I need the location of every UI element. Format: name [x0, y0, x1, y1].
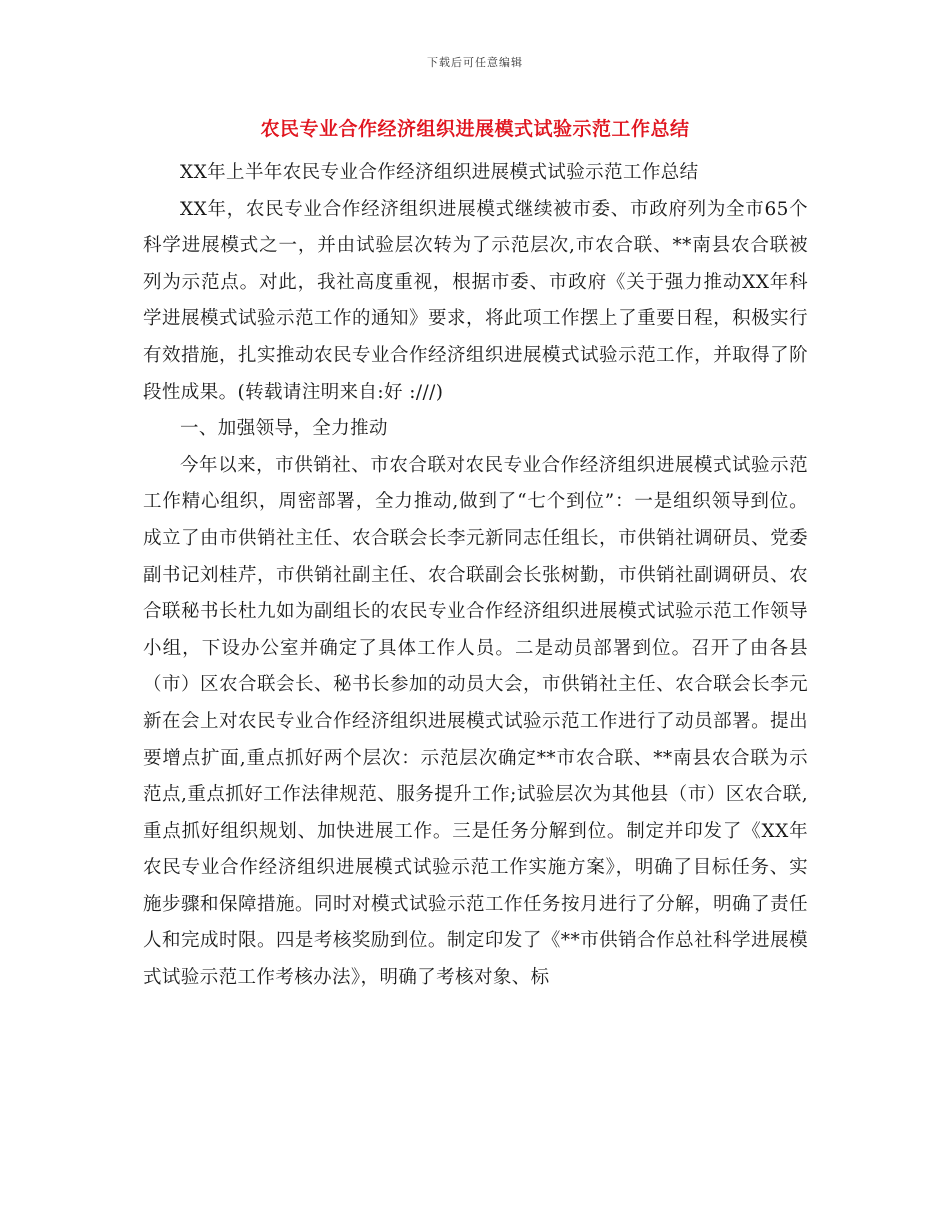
document-body — [143, 155, 808, 997]
section-heading: 一、加强领导，全力推动 — [180, 418, 388, 440]
document-subtitle: XX年上半年农民专业合作经济组织进展模式试验示范工作总结 — [180, 162, 699, 183]
paragraph-body: 今年以来，市供销社、市农合联对农民专业合作经济组织进展模式试验示范工作精心组织，周密部署，全力推动,做到了“七个到位”：一是组织领导到位。成立了由市供销社主任、农合联会长李元新同志任组长，市供销社调研员、党委副书记刘桂芹，市供销社副主任、农合联副会长张树勤，市供销社副调研员、农合联秘书长杜九如为副组长的农民专业合作经济组织进展模式试验示范工作领导小组，下设办公室并确定了具体工作人员。二是动员部署到位。召开了由各县（市）区农合联会长、秘书长参加的动员大会，市供销社主任、农合联会长李元新在会上对农民专业合作经济组织进展模式试验示范工作进行了动员部署。提出要增点扩面,重点抓好两个层次：示范层次确定**市农合联、**南县农合联为示范点,重点抓好工作法律规范、服务提升工作;试验层次为其他县（市）区农合联,重点抓好组织规划、加快进展工作。三是任务分解到位。制定并印发了《XX年农民专业合作经济组织进展模式试验示范工作实施方案》，明确了目标任务、实施步骤和保障措施。同时对模式试验示范工作任务按月进行了分解，明确了责任人和完成时限。四是考核奖励到位。制定印发了《**市供销合作总社科学进展模式试验示范工作考核办法》，明确了考核对象、标 — [143, 454, 808, 989]
document-title: 农民专业合作经济组织进展模式试验示范工作总结 — [260, 118, 690, 140]
header-note: 下载后可任意编辑 — [427, 56, 523, 69]
paragraph-intro: XX年，农民专业合作经济组织进展模式继续被市委、市政府列为全市65个科学进展模式之一，并由试验层次转为了示范层次,市农合联、**南县农合联被列为示范点。对此，我社高度重视，根据市委、市政府《关于强力推动XX年科学进展模式试验示范工作的通知》要求，将此项工作摆上了重要日程，积极实行有效措施，扎实推动农民专业合作经济组织进展模式试验示范工作，并取得了阶段性成果。(转载请注明来自:好 :///) — [143, 198, 808, 403]
